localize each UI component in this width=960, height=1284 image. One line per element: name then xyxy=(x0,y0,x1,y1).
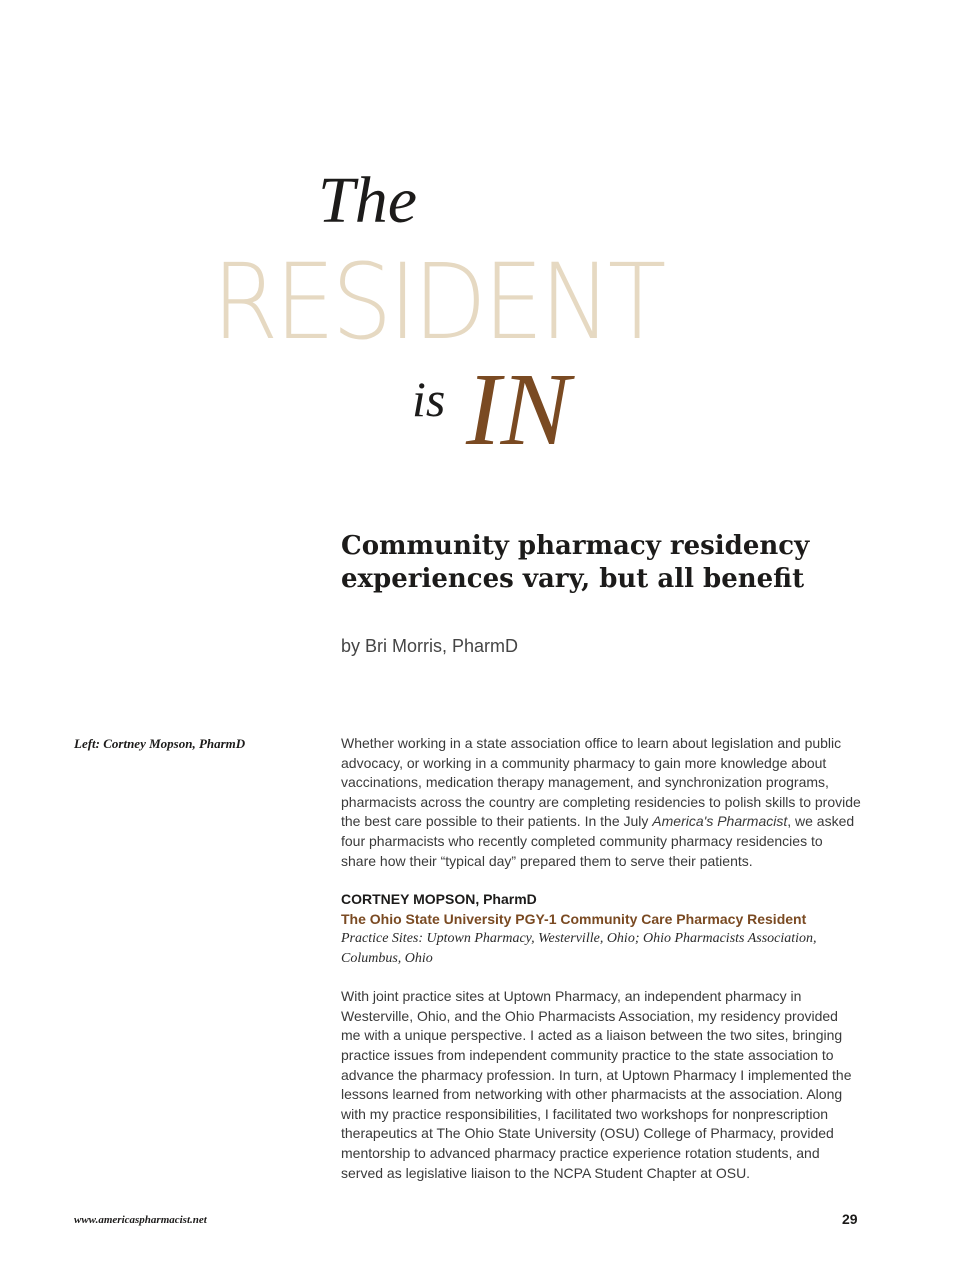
profile-name: CORTNEY MOPSON, PharmD xyxy=(341,891,537,908)
profile-practice-sites: Practice Sites: Uptown Pharmacy, Westerville, Ohio; Ohio Pharmacists Association, Columbus, Ohio xyxy=(341,931,817,967)
title-resident: RESIDENT xyxy=(212,241,663,363)
title-in: IN xyxy=(466,352,570,467)
page-number: 29 xyxy=(842,1211,858,1227)
footer-url: www.americaspharmacist.net xyxy=(74,1214,207,1226)
title-the: The xyxy=(318,164,417,237)
intro-text-1: Whether working in a state association office to learn about legislation and public advocacy, or working in a community pharmacy to gain more knowledge about vaccinations, medication therapy management, and synchronization programs, pharmacists across the country are completing residencies to polish skills to provide the best care possible to their patients. In the July xyxy=(341,735,861,830)
photo-caption: Left: Cortney Mopson, PharmD xyxy=(74,736,246,751)
article-body xyxy=(341,734,861,1183)
subtitle-line-1: Community pharmacy residency xyxy=(341,531,810,561)
publication-name: America's Pharmacist xyxy=(652,813,788,830)
subtitle-line-2: experiences vary, but all benefit xyxy=(341,564,805,594)
title-is: is xyxy=(412,371,446,427)
byline: by Bri Morris, PharmD xyxy=(341,636,519,656)
intro-paragraph xyxy=(341,734,861,871)
article-subtitle xyxy=(341,530,881,596)
profile-body-paragraph: With joint practice sites at Uptown Pharmacy, an independent pharmacy in Westerville, Ohio, and the Ohio Pharmacists Association, my residency provided me with a unique perspective. I acted as a liaison between the two sites, bringing practice issues from independent community practice to the state association to advance the pharmacy profession. In turn, at Uptown Pharmacy I implemented the lessons learned from networking with other pharmacists at the association. Along with my practice responsibilities, I facilitated two workshops for nonprescription therapeutics at The Ohio State University (OSU) College of Pharmacy, provided mentorship to advanced pharmacy practice experience rotation students, and served as legislative liaison to the NCPA Student Chapter at OSU. xyxy=(341,988,852,1181)
profile-role: The Ohio State University PGY-1 Community Care Pharmacy Resident xyxy=(341,911,807,928)
intro-text-2: , we asked four pharmacists who recently completed community pharmacy residencies to share how their “typical day” prepared them to serve their patients. xyxy=(341,813,855,869)
